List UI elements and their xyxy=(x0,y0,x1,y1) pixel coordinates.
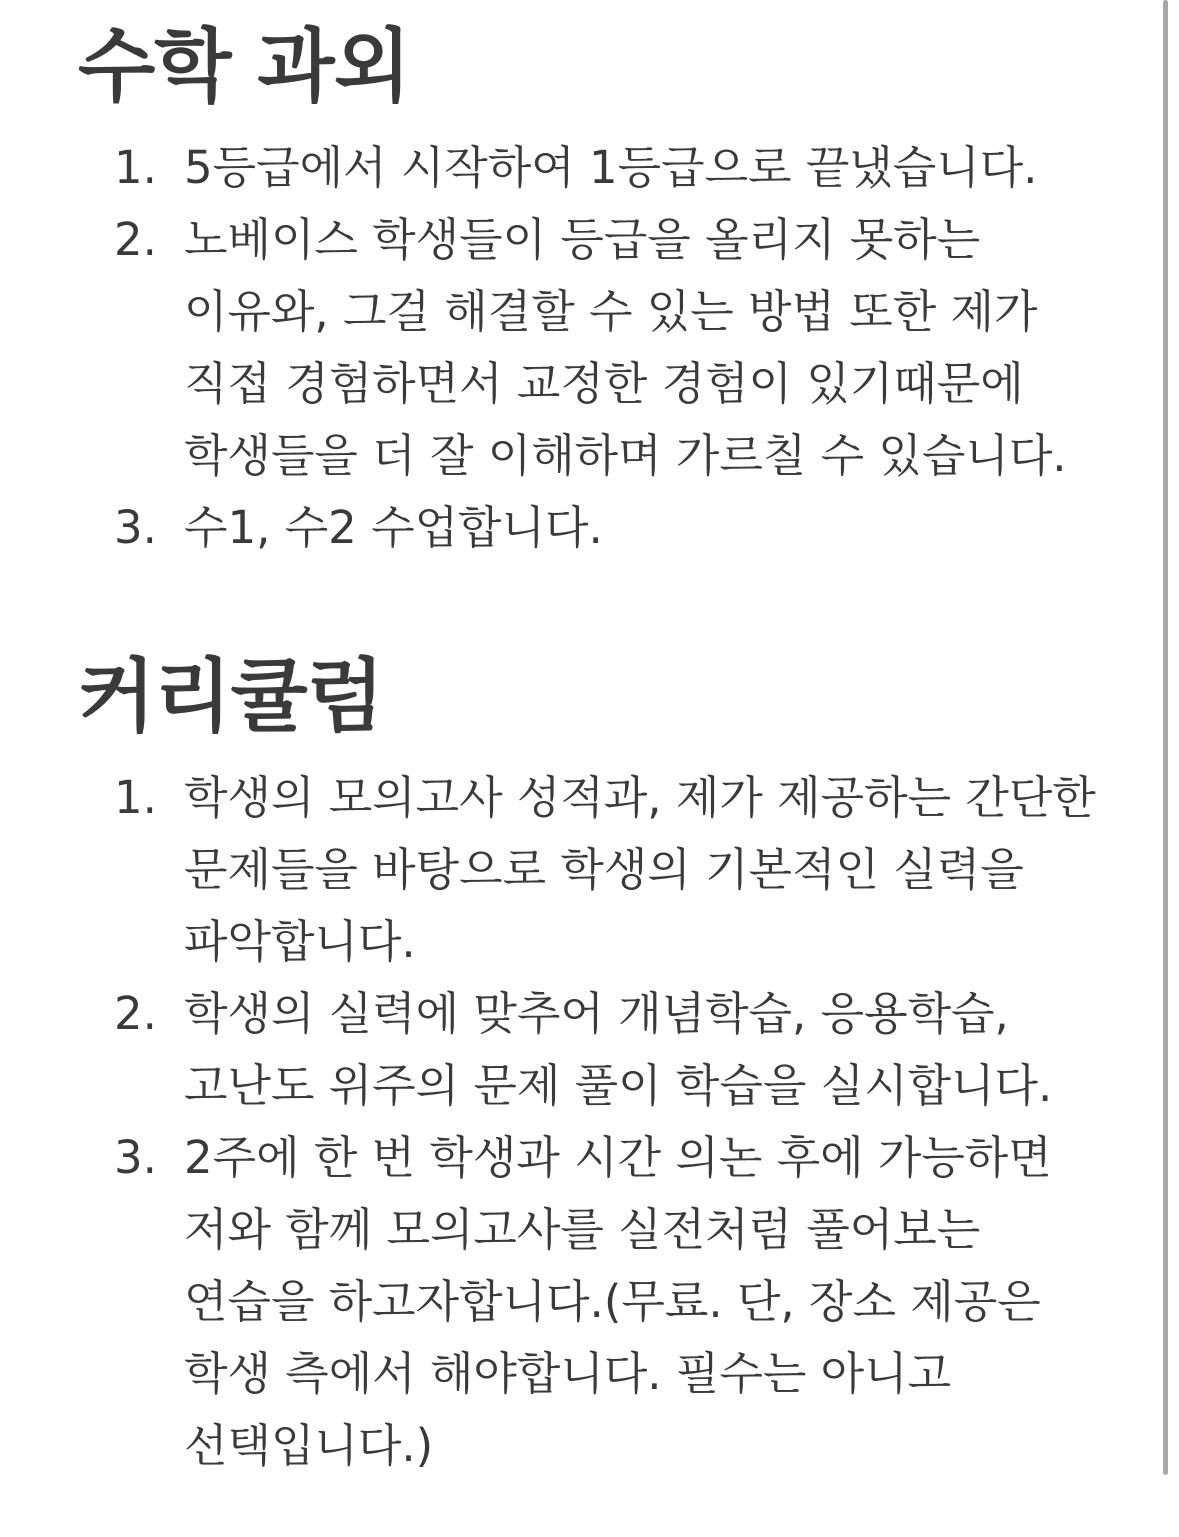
list-item-text: 학생의 모의고사 성적과, 제가 제공하는 간단한 문제들을 바탕으로 학생의 기본적인 실력을 파악합니다. xyxy=(184,771,1096,968)
list-item xyxy=(78,132,1108,204)
list-item-text: 수1, 수2 수업합니다. xyxy=(184,501,603,554)
list-item xyxy=(78,762,1108,978)
list-item-number: 2. xyxy=(114,987,157,1040)
list-item-number: 3. xyxy=(114,1131,157,1184)
section-title: 커리큘럼 xyxy=(78,650,384,743)
list-item xyxy=(78,204,1108,492)
numbered-list xyxy=(78,762,1108,1482)
section-math-tutoring xyxy=(78,12,1108,564)
list-item-number: 3. xyxy=(114,501,157,554)
list-item xyxy=(78,492,1108,564)
section-title: 수학 과외 xyxy=(78,20,410,113)
document-body xyxy=(78,12,1108,1482)
numbered-list xyxy=(78,132,1108,564)
section-spacer xyxy=(78,564,1108,642)
list-item xyxy=(78,978,1108,1122)
vertical-scrollbar[interactable] xyxy=(1163,0,1168,1475)
list-item-number: 2. xyxy=(114,213,157,266)
list-item-text: 노베이스 학생들이 등급을 올리지 못하는 이유와, 그걸 해결할 수 있는 방법 또한 제가 직접 경험하면서 교정한 경험이 있기때문에 학생들을 더 잘 이해하며 가르칠 수 있습니다. xyxy=(184,213,1067,482)
list-item-number: 1. xyxy=(114,771,157,824)
list-item-number: 1. xyxy=(114,141,157,194)
list-item-text: 2주에 한 번 학생과 시간 의논 후에 가능하면 저와 함께 모의고사를 실전처럼 풀어보는 연습을 하고자합니다.(무료. 단, 장소 제공은 학생 측에서 해야합니다. 필수는 아니고 선택입니다.) xyxy=(184,1131,1052,1472)
section-curriculum xyxy=(78,642,1108,1482)
list-item-text: 학생의 실력에 맞추어 개념학습, 응용학습, 고난도 위주의 문제 풀이 학습을 실시합니다. xyxy=(184,987,1053,1112)
list-item-text: 5등급에서 시작하여 1등급으로 끝냈습니다. xyxy=(184,141,1038,194)
list-item xyxy=(78,1122,1108,1482)
